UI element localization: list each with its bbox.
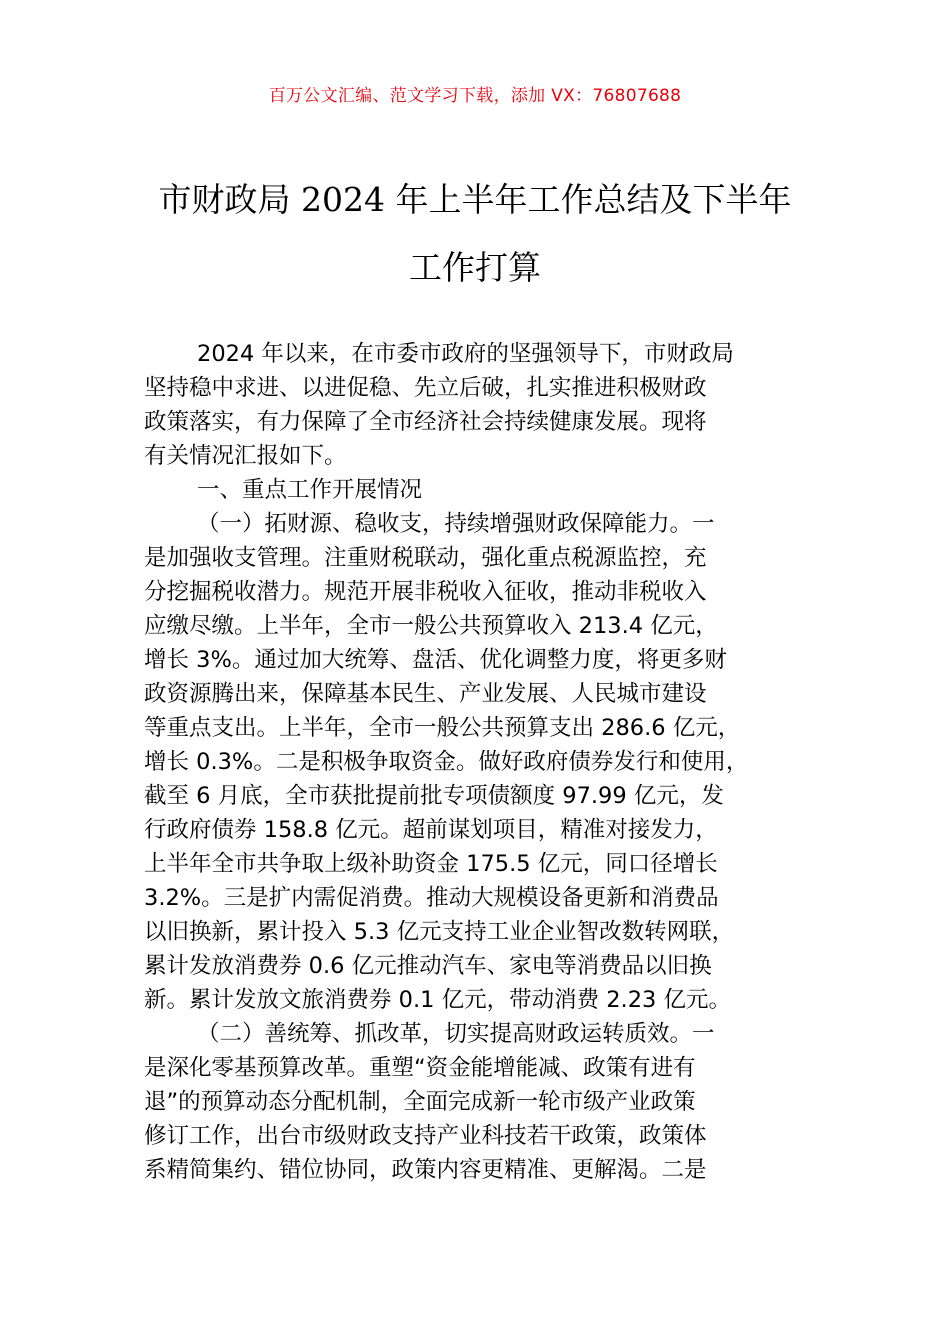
body-line: 退”的预算动态分配机制，全面完成新一轮市级产业政策 bbox=[144, 1089, 696, 1115]
body-line: 增长 0.3%。二是积极争取资金。做好政府债券发行和使用， bbox=[144, 749, 749, 775]
body-line: 政策落实，有力保障了全市经济社会持续健康发展。现将 bbox=[144, 409, 707, 435]
subsection-heading-line: （二）善统筹、抓改革，切实提高财政运转质效。一 bbox=[197, 1021, 715, 1047]
body-line: 是深化零基预算改革。重塑“资金能增能减、政策有进有 bbox=[144, 1055, 696, 1081]
document-title-line-1: 市财政局 2024 年上半年工作总结及下半年 bbox=[158, 180, 792, 219]
body-line: 有关情况汇报如下。 bbox=[144, 443, 347, 469]
body-line: 截至 6 月底，全市获批提前批专项债额度 97.99 亿元，发 bbox=[144, 783, 724, 809]
document-body bbox=[144, 337, 834, 1187]
body-line: 政资源腾出来，保障基本民生、产业发展、人民城市建设 bbox=[144, 681, 707, 707]
body-line: 新。累计发放文旅消费券 0.1 亿元，带动消费 2.23 亿元。 bbox=[144, 987, 731, 1013]
body-line: 系精简集约、错位协同，政策内容更精准、更解渴。二是 bbox=[144, 1157, 707, 1183]
body-line: 修订工作，出台市级财政支持产业科技若干政策，政策体 bbox=[144, 1123, 707, 1149]
body-line: 增长 3%。通过加大统筹、盘活、优化调整力度，将更多财 bbox=[144, 647, 727, 673]
document-title-line-2: 工作打算 bbox=[409, 248, 541, 287]
body-line: 上半年全市共争取上级补助资金 175.5 亿元，同口径增长 bbox=[144, 851, 718, 877]
body-line: 是加强收支管理。注重财税联动，强化重点税源监控，充 bbox=[144, 545, 707, 571]
body-line: 等重点支出。上半年，全市一般公共预算支出 286.6 亿元， bbox=[144, 715, 741, 741]
body-line: 3.2%。三是扩内需促消费。推动大规模设备更新和消费品 bbox=[144, 885, 719, 911]
body-line: 2024 年以来，在市委市政府的坚强领导下，市财政局 bbox=[197, 341, 734, 367]
body-line: 应缴尽缴。上半年，全市一般公共预算收入 213.4 亿元， bbox=[144, 613, 718, 639]
body-line: 累计发放消费券 0.6 亿元推动汽车、家电等消费品以旧换 bbox=[144, 953, 712, 979]
body-line: 坚持稳中求进、以进促稳、先立后破，扎实推进积极财政 bbox=[144, 375, 707, 401]
body-line: 以旧换新，累计投入 5.3 亿元支持工业企业智改数转网联， bbox=[144, 919, 735, 945]
subsection-heading-line: （一）拓财源、稳收支，持续增强财政保障能力。一 bbox=[197, 511, 715, 537]
body-line: 行政府债券 158.8 亿元。超前谋划项目，精准对接发力， bbox=[144, 817, 718, 843]
section-heading: 一、重点工作开展情况 bbox=[197, 477, 423, 503]
body-line: 分挖掘税收潜力。规范开展非税收入征收，推动非税收入 bbox=[144, 579, 707, 605]
promo-banner: 百万公文汇编、范文学习下载，添加 VX：76807688 bbox=[268, 86, 682, 106]
